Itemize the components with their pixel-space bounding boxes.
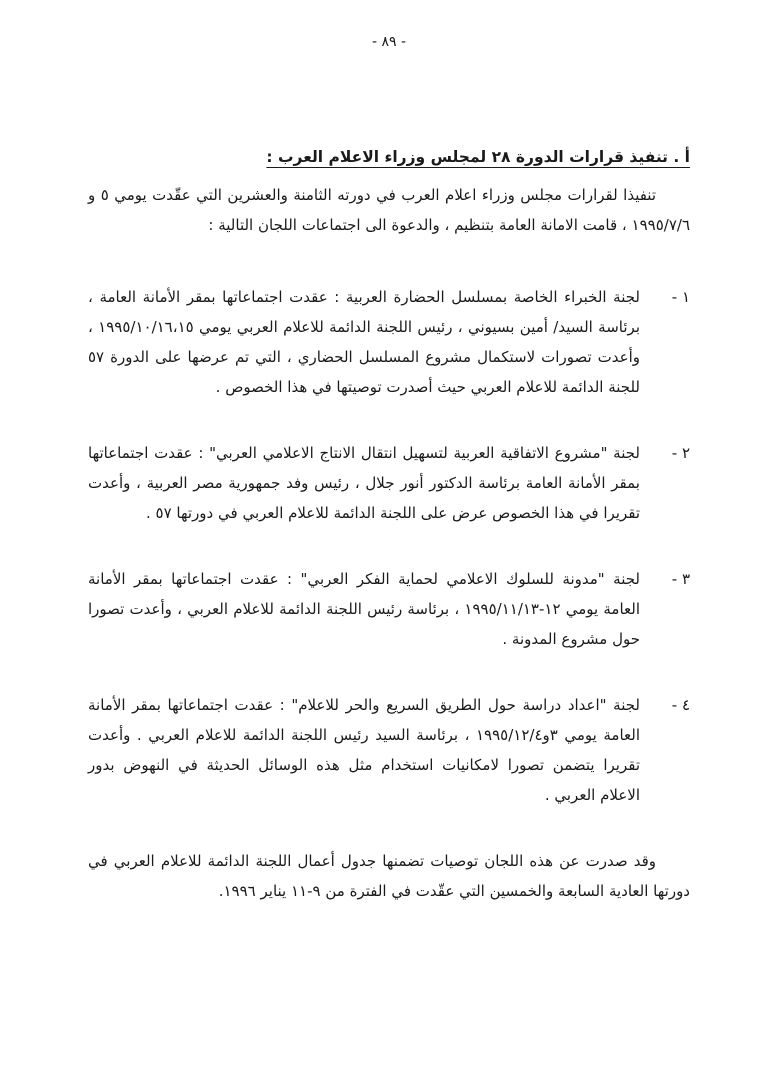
item-number: ٣ - <box>671 570 690 588</box>
section-heading: أ . تنفيذ قرارات الدورة ٢٨ لمجلس وزراء الاعلام العرب : <box>266 148 690 166</box>
item-text: لجنة "مشروع الاتفاقية العربية لتسهيل انتقال الانتاج الاعلامي العربي" : عقدت اجتماعاتها بمقر الأمانة العامة برئاسة الدكتور أنور جلال ، رئيس وفد جمهورية مصر العربية ، وأعدت تقريرا في هذا الخصوص عرض على اللجنة الدائمة للاعلام العربي في دورتها ٥٧ . <box>88 444 640 522</box>
item-number: ٤ - <box>671 696 690 714</box>
item-number: ١ - <box>671 288 690 306</box>
list-item <box>88 282 690 402</box>
list-item <box>88 438 690 528</box>
item-number: ٢ - <box>671 444 690 462</box>
page-number: - ٨٩ - <box>371 34 407 50</box>
item-text: لجنة "اعداد دراسة حول الطريق السريع والحر للاعلام" : عقدت اجتماعاتها بمقر الأمانة العامة يومي ٣و١٩٩٥/١٢/٤ ، برئاسة السيد رئيس اللجنة الدائمة للاعلام العربي . وأعدت تقريرا يتضمن تصورا لامكانيات استخدام مثل هذه الوسائل الحديثة في النهوض بدور الاعلام العربي . <box>88 696 640 804</box>
item-text: لجنة الخبراء الخاصة بمسلسل الحضارة العربية : عقدت اجتماعاتها بمقر الأمانة العامة ، برئاسة السيد/ أمين بسيوني ، رئيس اللجنة الدائمة للاعلام العربي يومي ١٩٩٥/١٠/١٦،١٥ ، وأعدت تصورات لاستكمال مشروع المسلسل الحضاري ، التي تم عرضها على الدورة ٥٧ للجنة الدائمة للاعلام العربي حيث أصدرت توصيتها في هذا الخصوص . <box>88 288 640 396</box>
list-item <box>88 690 690 810</box>
closing-paragraph: وقد صدرت عن هذه اللجان توصيات تضمنها جدول أعمال اللجنة الدائمة للاعلام العربي في دورتها العادية السابعة والخمسين التي عقّدت في الفترة من ٩-١١ يناير ١٩٩٦. <box>88 852 690 900</box>
item-text: لجنة "مدونة للسلوك الاعلامي لحماية الفكر العربي" : عقدت اجتماعاتها بمقر الأمانة العامة يومي ١٢-١٩٩٥/١١/١٣ ، برئاسة رئيس اللجنة الدائمة للاعلام العربي ، وأعدت تصورا حول مشروع المدونة . <box>88 570 640 648</box>
list-item <box>88 564 690 654</box>
intro-paragraph: تنفيذا لقرارات مجلس وزراء اعلام العرب في دورته الثامنة والعشرين التي عقّدت يومي ٥ و ١٩٩٥/٧/٦ ، قامت الامانة العامة بتنظيم ، والدعوة الى اجتماعات اللجان التالية : <box>88 186 690 234</box>
document-content <box>88 142 690 906</box>
